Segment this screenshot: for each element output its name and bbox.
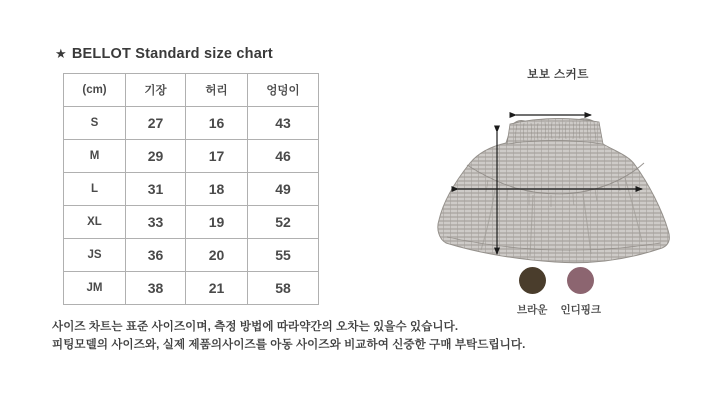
size-row-m xyxy=(64,140,319,173)
product-name: 보보 스커트 xyxy=(527,69,589,81)
size-row-s xyxy=(64,107,319,140)
color-dot-brown xyxy=(519,267,546,294)
measurement-cell: 17 xyxy=(186,140,248,173)
color-swatch-indi-pink xyxy=(560,267,601,317)
color-swatches xyxy=(517,267,601,317)
color-label: 인디핑크 xyxy=(560,304,602,316)
page-title-text: BELLOT Standard size chart xyxy=(71,46,273,62)
measurement-cell: 19 xyxy=(186,206,248,239)
measurement-cell: 52 xyxy=(248,206,319,239)
measurement-cell: 38 xyxy=(126,272,186,305)
skirt-body xyxy=(438,118,670,262)
size-row-js xyxy=(64,239,319,272)
color-label: 브라운 xyxy=(517,304,548,316)
star-icon: ★ xyxy=(55,46,67,61)
column-header: (cm) xyxy=(64,74,126,107)
color-swatch-brown xyxy=(517,267,547,317)
size-chart-table xyxy=(63,73,319,305)
column-header: 허리 xyxy=(186,74,248,107)
size-label-cell: JS xyxy=(64,239,126,272)
size-label-cell: S xyxy=(64,107,126,140)
measurement-cell: 43 xyxy=(248,107,319,140)
skirt-illustration xyxy=(433,98,683,273)
size-label-cell: JM xyxy=(64,272,126,305)
measurement-cell: 33 xyxy=(126,206,186,239)
skirt-photo-drawing xyxy=(433,98,683,273)
size-label-cell: XL xyxy=(64,206,126,239)
page-title xyxy=(55,46,273,62)
size-row-l xyxy=(64,173,319,206)
footnote-line-2: 피팅모델의 사이즈와, 실제 제품의사이즈를 아동 사이즈와 비교하여 신중한 구매 부탁드립니다. xyxy=(52,338,526,351)
measurement-cell: 18 xyxy=(186,173,248,206)
measurement-cell: 21 xyxy=(186,272,248,305)
footnote-line-1: 사이즈 차트는 표준 사이즈이며, 측정 방법에 따라약간의 오차는 있을수 있습니다. xyxy=(52,321,459,333)
size-label-cell: L xyxy=(64,173,126,206)
measurement-cell: 16 xyxy=(186,107,248,140)
footnotes xyxy=(52,319,525,354)
measurement-cell: 46 xyxy=(248,140,319,173)
size-row-xl xyxy=(64,206,319,239)
measurement-cell: 49 xyxy=(248,173,319,206)
measurement-cell: 55 xyxy=(248,239,319,272)
measurement-cell: 27 xyxy=(126,107,186,140)
measurement-cell: 20 xyxy=(186,239,248,272)
measurement-cell: 31 xyxy=(126,173,186,206)
measurement-cell: 58 xyxy=(248,272,319,305)
column-header: 엉덩이 xyxy=(248,74,319,107)
color-dot-indi-pink xyxy=(567,267,594,294)
table-header-row xyxy=(64,74,319,107)
measurement-cell: 36 xyxy=(126,239,186,272)
column-header: 기장 xyxy=(126,74,186,107)
size-label-cell: M xyxy=(64,140,126,173)
measurement-cell: 29 xyxy=(126,140,186,173)
size-row-jm xyxy=(64,272,319,305)
